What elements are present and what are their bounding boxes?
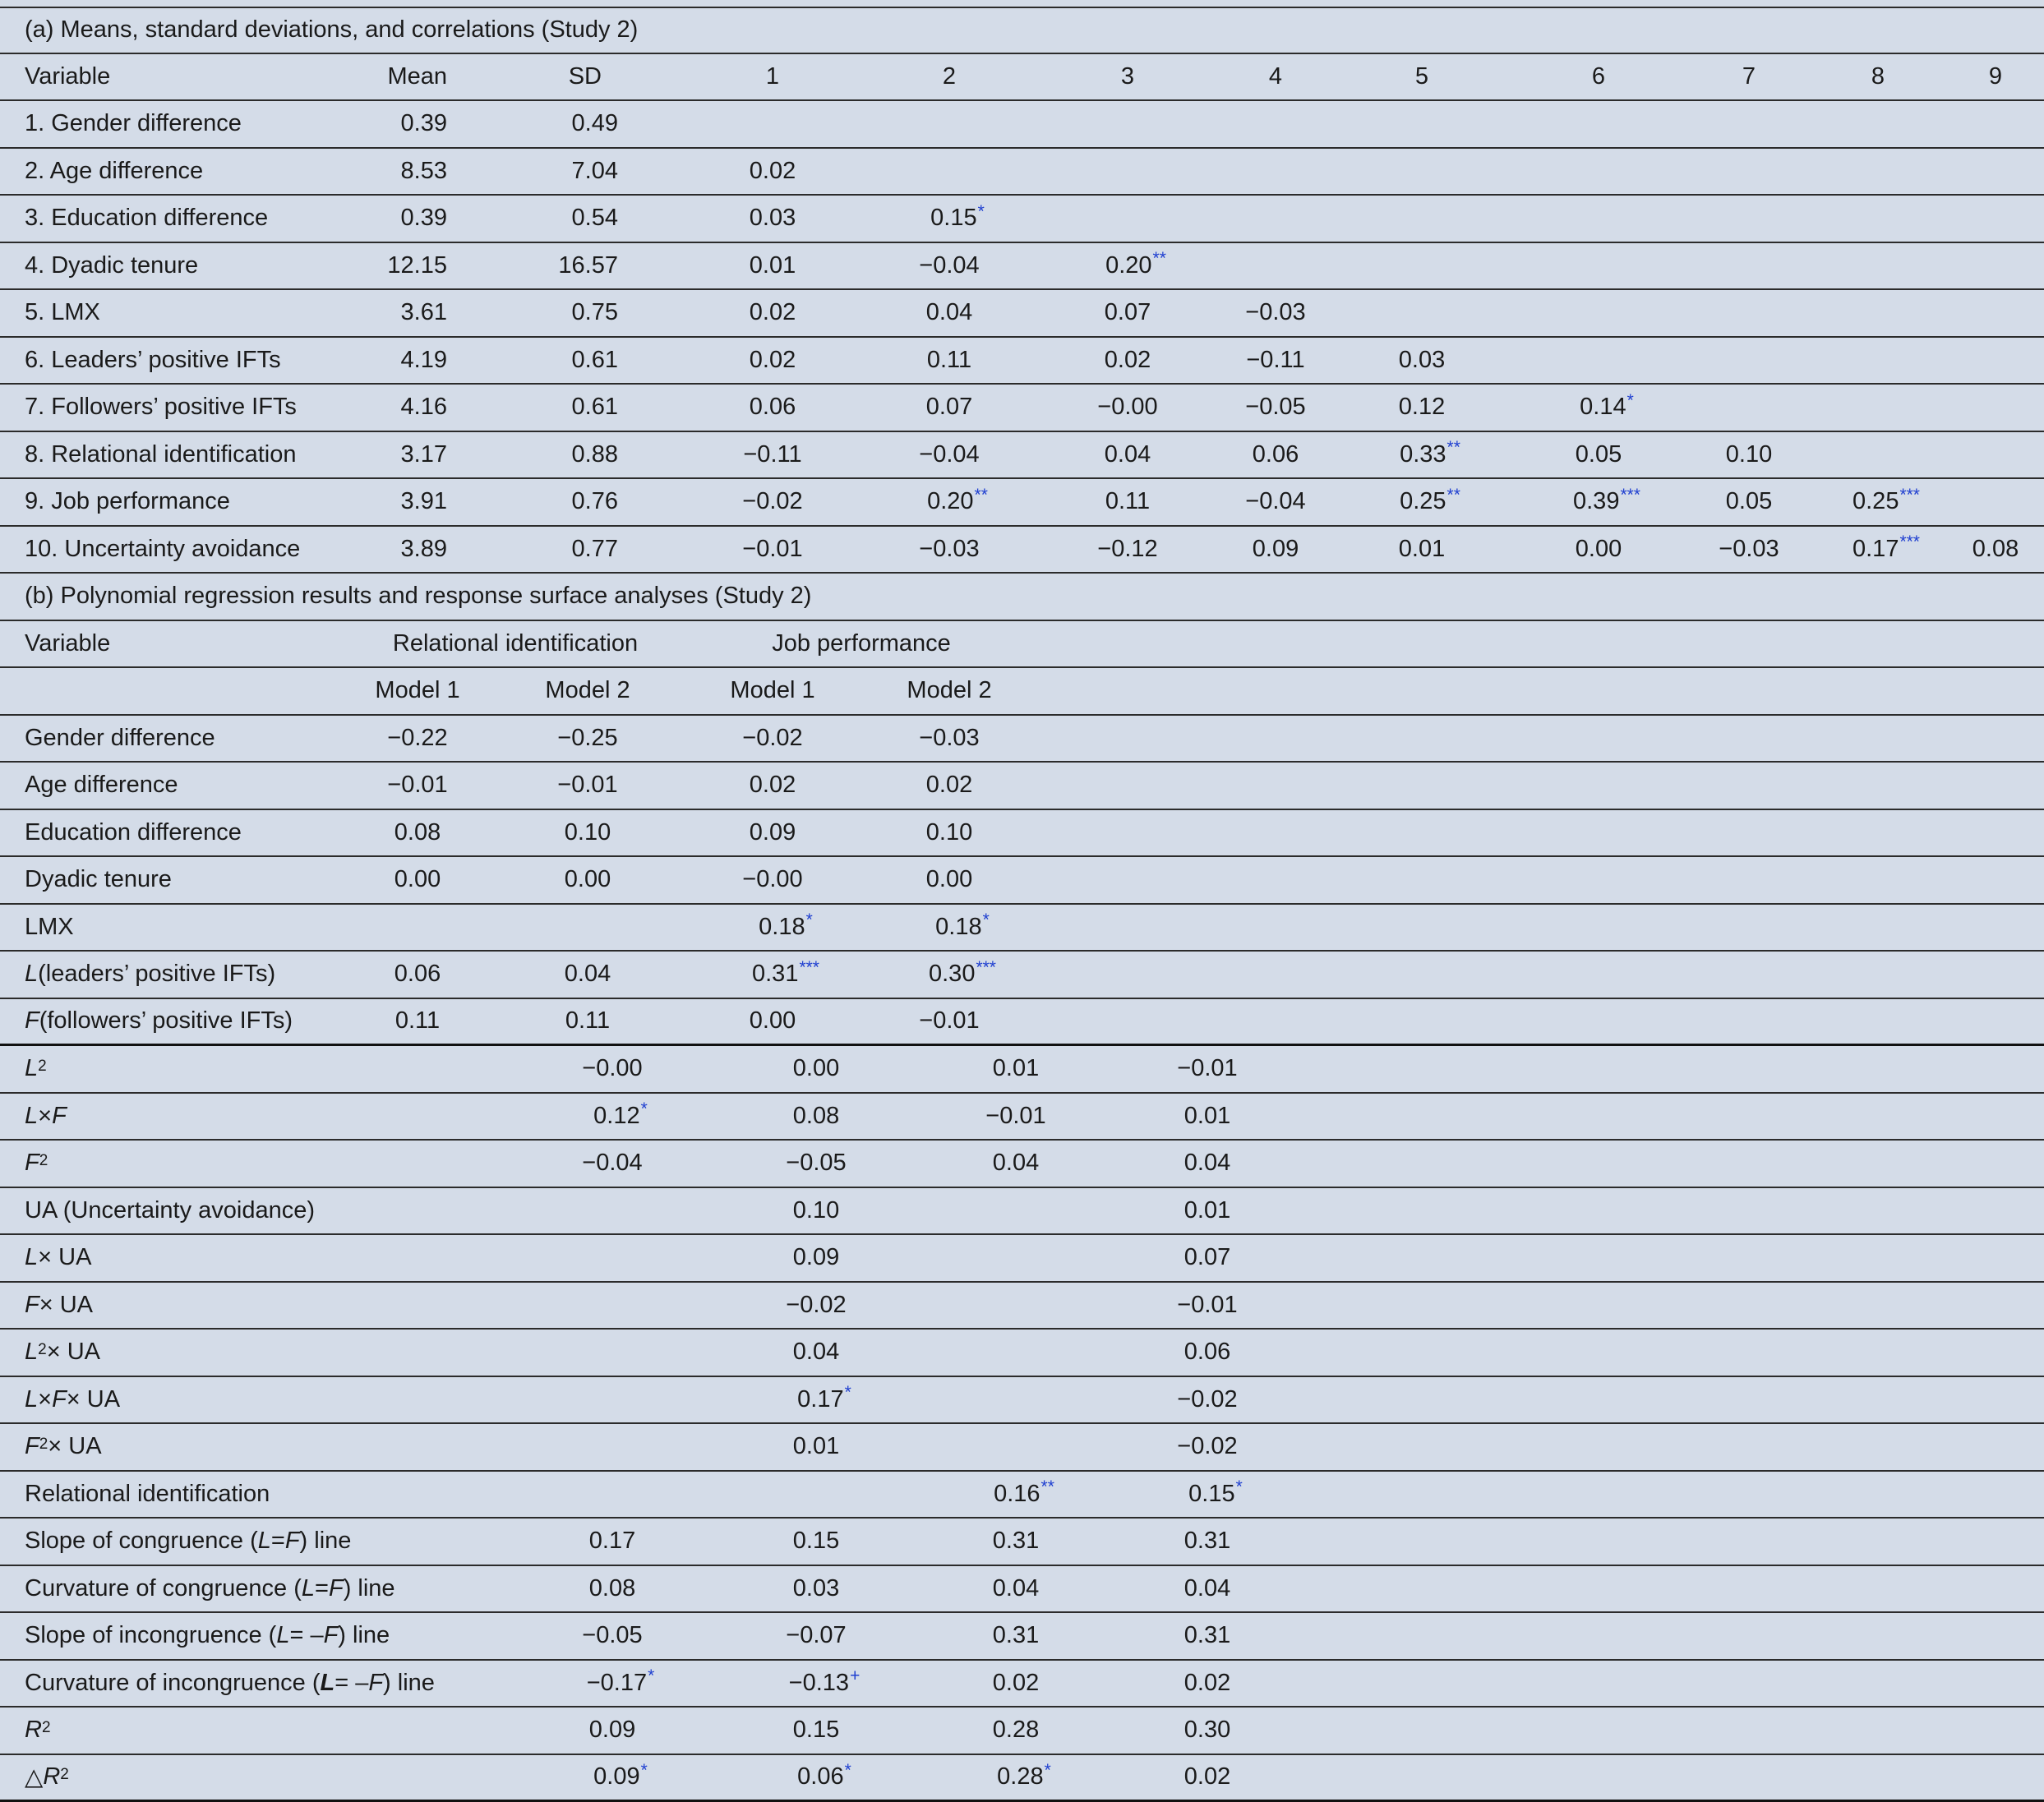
table-row <box>0 810 2044 858</box>
table-cell: 0.76 <box>371 479 618 525</box>
table-row <box>0 149 2044 196</box>
table-row <box>0 1046 2044 1094</box>
table-cell: 0.11 <box>464 999 711 1044</box>
table-cell: 0.08 <box>489 1566 736 1612</box>
table-cell: 0.39 <box>201 196 447 242</box>
table-row <box>0 1235 2044 1283</box>
table-cell: 0.07 <box>1004 290 1251 336</box>
table-cell: 0.17 * <box>701 1377 948 1423</box>
table-cell: 0.04 <box>893 1141 1139 1187</box>
table-cell: 0.00 <box>294 857 541 903</box>
row-label: 1. Gender difference <box>25 101 242 147</box>
col-header-3: 3 <box>1004 54 1251 100</box>
table-cell: −0.02 <box>1084 1424 1331 1470</box>
section-a-title-row <box>0 7 2044 54</box>
table-row <box>0 1377 2044 1425</box>
table-row <box>0 1141 2044 1188</box>
col-header-relational-identification: Relational identification <box>392 621 639 667</box>
table-cell: −0.02 <box>693 1283 939 1329</box>
table-row <box>0 1566 2044 1614</box>
table-cell: 0.15 * <box>834 196 1081 242</box>
table-cell: 0.02 <box>649 338 896 384</box>
table-row <box>0 101 2044 149</box>
table-cell: 0.09 <box>649 810 896 856</box>
row-label: R $^2$ <box>25 1708 51 1754</box>
table-cell: 4.19 <box>201 338 447 384</box>
row-label: 10. Uncertainty avoidance <box>25 527 300 573</box>
section-b-title-row <box>0 574 2044 621</box>
table-cell: 0.20 ** <box>834 479 1081 525</box>
table-cell: 0.15 <box>693 1708 939 1754</box>
row-label: △ R $^2$ <box>25 1755 69 1800</box>
table-cell: 0.54 <box>371 196 618 242</box>
table-row <box>0 999 2044 1047</box>
row-label: Curvature of congruence ( L = F ) line <box>25 1566 395 1612</box>
table-cell: 0.61 <box>371 385 618 431</box>
row-label: Slope of incongruence ( L = – F ) line <box>25 1613 390 1659</box>
table-row <box>0 1708 2044 1755</box>
table-cell: 0.02 <box>1004 338 1251 384</box>
table-row <box>0 1755 2044 1802</box>
table-cell: 0.04 <box>1084 1141 1331 1187</box>
table-cell: 0.61 <box>371 338 618 384</box>
table-row <box>0 385 2044 432</box>
table-cell: −0.02 <box>1084 1377 1331 1423</box>
table-cell: −0.03 <box>826 527 1073 573</box>
table-row <box>0 1519 2044 1566</box>
table-cell: 0.04 <box>1084 1566 1331 1612</box>
table-row <box>0 432 2044 480</box>
table-cell: −0.01 <box>649 527 896 573</box>
table-row <box>0 479 2044 527</box>
row-label: UA (Uncertainty avoidance) <box>25 1188 315 1234</box>
table-cell: 0.25 *** <box>1763 479 2009 525</box>
table-cell: 0.16 ** <box>901 1472 1147 1518</box>
row-label: L × F × UA <box>25 1377 120 1423</box>
table-cell: 0.11 <box>1004 479 1251 525</box>
table-cell: −0.04 <box>489 1141 736 1187</box>
row-label: Age difference <box>25 763 178 809</box>
table-row <box>0 1283 2044 1330</box>
row-label: Relational identification <box>25 1472 270 1518</box>
col-header-job-performance: Job performance <box>738 621 985 667</box>
table-cell: −0.11 <box>1152 338 1399 384</box>
table-cell: 16.57 <box>371 243 618 289</box>
table-cell: 0.09 <box>489 1708 736 1754</box>
table-cell: 0.00 <box>1475 527 1722 573</box>
table-row <box>0 952 2044 999</box>
table-cell: 7.04 <box>371 149 618 195</box>
row-label: 8. Relational identification <box>25 432 296 478</box>
table-cell: 0.15 * <box>1092 1472 1339 1518</box>
table-cell: 0.02 <box>1084 1661 1331 1707</box>
table-cell: 3.91 <box>201 479 447 525</box>
table-cell: 0.09 <box>693 1235 939 1281</box>
table-cell: 0.25 ** <box>1307 479 1553 525</box>
table-cell: 3.89 <box>201 527 447 573</box>
table-cell: 0.33 ** <box>1307 432 1553 478</box>
table-cell: −0.05 <box>1152 385 1399 431</box>
table-cell: −0.01 <box>826 999 1073 1044</box>
row-label: Gender difference <box>25 716 215 762</box>
table-cell: 0.08 <box>294 810 541 856</box>
table-cell: 0.75 <box>371 290 618 336</box>
row-label: F $^2$ <box>25 1141 48 1187</box>
table-cell: 0.01 <box>1299 527 1545 573</box>
table-cell: 0.09 <box>1152 527 1399 573</box>
table-cell: 0.88 <box>371 432 618 478</box>
table-cell: −0.00 <box>1004 385 1251 431</box>
table-cell: −0.05 <box>489 1613 736 1659</box>
section-b-model-row <box>0 668 2044 716</box>
row-label: 4. Dyadic tenure <box>25 243 198 289</box>
col-header-6: 6 <box>1475 54 1722 100</box>
table-cell: −0.03 <box>1626 527 1872 573</box>
table-cell: 0.02 <box>649 290 896 336</box>
row-label: Dyadic tenure <box>25 857 172 903</box>
table-cell: −0.11 <box>649 432 896 478</box>
table-row <box>0 716 2044 763</box>
table-cell: −0.02 <box>649 716 896 762</box>
table-cell: 0.18 * <box>662 905 909 951</box>
table-cell: 0.10 <box>464 810 711 856</box>
row-label: F × UA <box>25 1283 93 1329</box>
table-cell: 0.02 <box>826 763 1073 809</box>
table-row <box>0 243 2044 291</box>
table-row <box>0 857 2044 905</box>
table-cell: 0.14 * <box>1483 385 1730 431</box>
table-cell: 0.05 <box>1626 479 1872 525</box>
row-label: F (followers’ positive IFTs) <box>25 999 293 1044</box>
col-header-9: 9 <box>1872 54 2044 100</box>
section-b-header-row <box>0 621 2044 669</box>
row-label: F $^2$ × UA <box>25 1424 102 1470</box>
table-cell: 0.01 <box>1084 1188 1331 1234</box>
table-cell: −0.04 <box>826 432 1073 478</box>
table-cell: 0.20 ** <box>1013 243 1259 289</box>
table-cell: 0.30 *** <box>839 952 1086 998</box>
row-label: L × F <box>25 1094 67 1140</box>
section-a-title: (a) Means, standard deviations, and correlations (Study 2) <box>25 8 638 53</box>
table-cell: −0.01 <box>294 763 541 809</box>
table-row <box>0 763 2044 810</box>
table-cell: −0.17 * <box>497 1661 744 1707</box>
row-label: 3. Education difference <box>25 196 268 242</box>
table-cell: −0.03 <box>826 716 1073 762</box>
table-cell: 0.02 <box>1084 1755 1331 1800</box>
table-cell: 0.17 <box>489 1519 736 1565</box>
table-cell: 12.15 <box>201 243 447 289</box>
row-label: 2. Age difference <box>25 149 203 195</box>
table-cell: −0.00 <box>489 1046 736 1092</box>
col-header-mean: Mean <box>201 54 447 100</box>
table-cell: −0.01 <box>893 1094 1139 1140</box>
table-row <box>0 1472 2044 1519</box>
table-cell: 0.12 * <box>497 1094 744 1140</box>
table-cell: 0.10 <box>826 810 1073 856</box>
table-cell: 0.04 <box>464 952 711 998</box>
col-header-model: Model 2 <box>826 668 1073 714</box>
table-cell: 0.04 <box>693 1330 939 1376</box>
table-cell: 0.03 <box>1299 338 1545 384</box>
col-header-variable: Variable <box>25 621 110 667</box>
table-cell: 0.09 * <box>497 1755 744 1800</box>
col-header-1: 1 <box>649 54 896 100</box>
table-cell: 0.10 <box>1626 432 1872 478</box>
table-cell: 3.61 <box>201 290 447 336</box>
table-cell: 0.10 <box>693 1188 939 1234</box>
table-cell: 0.00 <box>693 1046 939 1092</box>
table-cell: −0.03 <box>1152 290 1399 336</box>
table-cell: 0.18 * <box>839 905 1086 951</box>
table-cell: 3.17 <box>201 432 447 478</box>
col-header-4: 4 <box>1152 54 1399 100</box>
table-cell: 0.06 <box>1152 432 1399 478</box>
table-cell: 0.03 <box>693 1566 939 1612</box>
table-cell: 0.12 <box>1299 385 1545 431</box>
table-cell: 0.15 <box>693 1519 939 1565</box>
row-label: L (leaders’ positive IFTs) <box>25 952 275 998</box>
table-cell: 0.02 <box>893 1661 1139 1707</box>
col-header-model: Model 1 <box>649 668 896 714</box>
table-cell: 0.07 <box>1084 1235 1331 1281</box>
table-cell: 8.53 <box>201 149 447 195</box>
table-row <box>0 1613 2044 1661</box>
row-label: Curvature of incongruence ( L = – F ) line <box>25 1661 435 1707</box>
table-cell: 0.00 <box>464 857 711 903</box>
table-cell: 0.06 <box>1084 1330 1331 1376</box>
table-cell: −0.01 <box>464 763 711 809</box>
section-b-title: (b) Polynomial regression results and response surface analyses (Study 2) <box>25 574 811 620</box>
table-cell: 0.02 <box>649 149 896 195</box>
table-cell: 0.01 <box>649 243 896 289</box>
table-cell: 0.30 <box>1084 1708 1331 1754</box>
col-header-7: 7 <box>1626 54 1872 100</box>
table-cell: 0.11 <box>826 338 1073 384</box>
table-cell: −0.12 <box>1004 527 1251 573</box>
table-cell: −0.01 <box>1084 1046 1331 1092</box>
table-cell: −0.02 <box>649 479 896 525</box>
table-row <box>0 1188 2044 1236</box>
section-a-header-row <box>0 54 2044 102</box>
table-cell: 0.77 <box>371 527 618 573</box>
row-label: L $^2$ <box>25 1046 47 1092</box>
col-header-2: 2 <box>826 54 1073 100</box>
table-cell: 0.07 <box>826 385 1073 431</box>
table-row <box>0 1424 2044 1472</box>
col-header-5: 5 <box>1299 54 1545 100</box>
table-cell: −0.25 <box>464 716 711 762</box>
table-cell: 0.49 <box>371 101 618 147</box>
table-cell: 0.04 <box>1004 432 1251 478</box>
table-cell: −0.05 <box>693 1141 939 1187</box>
col-header-8: 8 <box>1755 54 2001 100</box>
table-cell: 0.04 <box>893 1566 1139 1612</box>
row-label: LMX <box>25 905 74 951</box>
table-cell: 0.39 *** <box>1483 479 1730 525</box>
table-cell: 0.28 * <box>901 1755 1147 1800</box>
table-cell: −0.04 <box>1152 479 1399 525</box>
table-cell: 0.01 <box>1084 1094 1331 1140</box>
table-cell: 0.01 <box>893 1046 1139 1092</box>
row-label: 9. Job performance <box>25 479 230 525</box>
row-label: L $^2$ × UA <box>25 1330 100 1376</box>
table-cell: 0.04 <box>826 290 1073 336</box>
table-row <box>0 338 2044 385</box>
col-header-model: Model 2 <box>464 668 711 714</box>
table-cell: 0.28 <box>893 1708 1139 1754</box>
table-cell: −0.04 <box>826 243 1073 289</box>
table-cell: −0.13 + <box>701 1661 948 1707</box>
table-cell: 0.31 <box>1084 1519 1331 1565</box>
table-cell: 0.39 <box>201 101 447 147</box>
table-cell: 0.06 * <box>701 1755 948 1800</box>
row-label: 5. LMX <box>25 290 100 336</box>
table-cell: −0.22 <box>294 716 541 762</box>
table-cell: 0.03 <box>649 196 896 242</box>
table-row <box>0 1094 2044 1141</box>
table-cell: 0.05 <box>1475 432 1722 478</box>
row-label: Slope of congruence ( L = F ) line <box>25 1519 351 1565</box>
table-cell: −0.07 <box>693 1613 939 1659</box>
col-header-variable: Variable <box>25 54 110 100</box>
table-row <box>0 1330 2044 1377</box>
table-cell: 0.00 <box>649 999 896 1044</box>
row-label: L × UA <box>25 1235 91 1281</box>
table-cell: −0.00 <box>649 857 896 903</box>
table-cell: 0.11 <box>294 999 541 1044</box>
col-header-model: Model 1 <box>294 668 541 714</box>
table-cell: 0.00 <box>826 857 1073 903</box>
col-header-sd: SD <box>355 54 602 100</box>
table-cell: 4.16 <box>201 385 447 431</box>
table-cell: 0.08 <box>693 1094 939 1140</box>
row-label: 6. Leaders’ positive IFTs <box>25 338 281 384</box>
row-label: 7. Followers’ positive IFTs <box>25 385 297 431</box>
table-cell: 0.31 <box>893 1613 1139 1659</box>
table-cell: 0.06 <box>649 385 896 431</box>
table-cell: 0.08 <box>1872 527 2044 573</box>
table-cell: 0.31 *** <box>662 952 909 998</box>
table-cell: 0.02 <box>649 763 896 809</box>
table-row <box>0 905 2044 952</box>
table-cell: 0.31 <box>893 1519 1139 1565</box>
row-label: Education difference <box>25 810 242 856</box>
table-row <box>0 196 2044 243</box>
table-row <box>0 1661 2044 1708</box>
table-cell: 0.31 <box>1084 1613 1331 1659</box>
table-row <box>0 527 2044 574</box>
table-row <box>0 290 2044 338</box>
table-cell: 0.01 <box>693 1424 939 1470</box>
table-cell: 0.17 *** <box>1763 527 2009 573</box>
table-cell: −0.01 <box>1084 1283 1331 1329</box>
table-cell: 0.06 <box>294 952 541 998</box>
